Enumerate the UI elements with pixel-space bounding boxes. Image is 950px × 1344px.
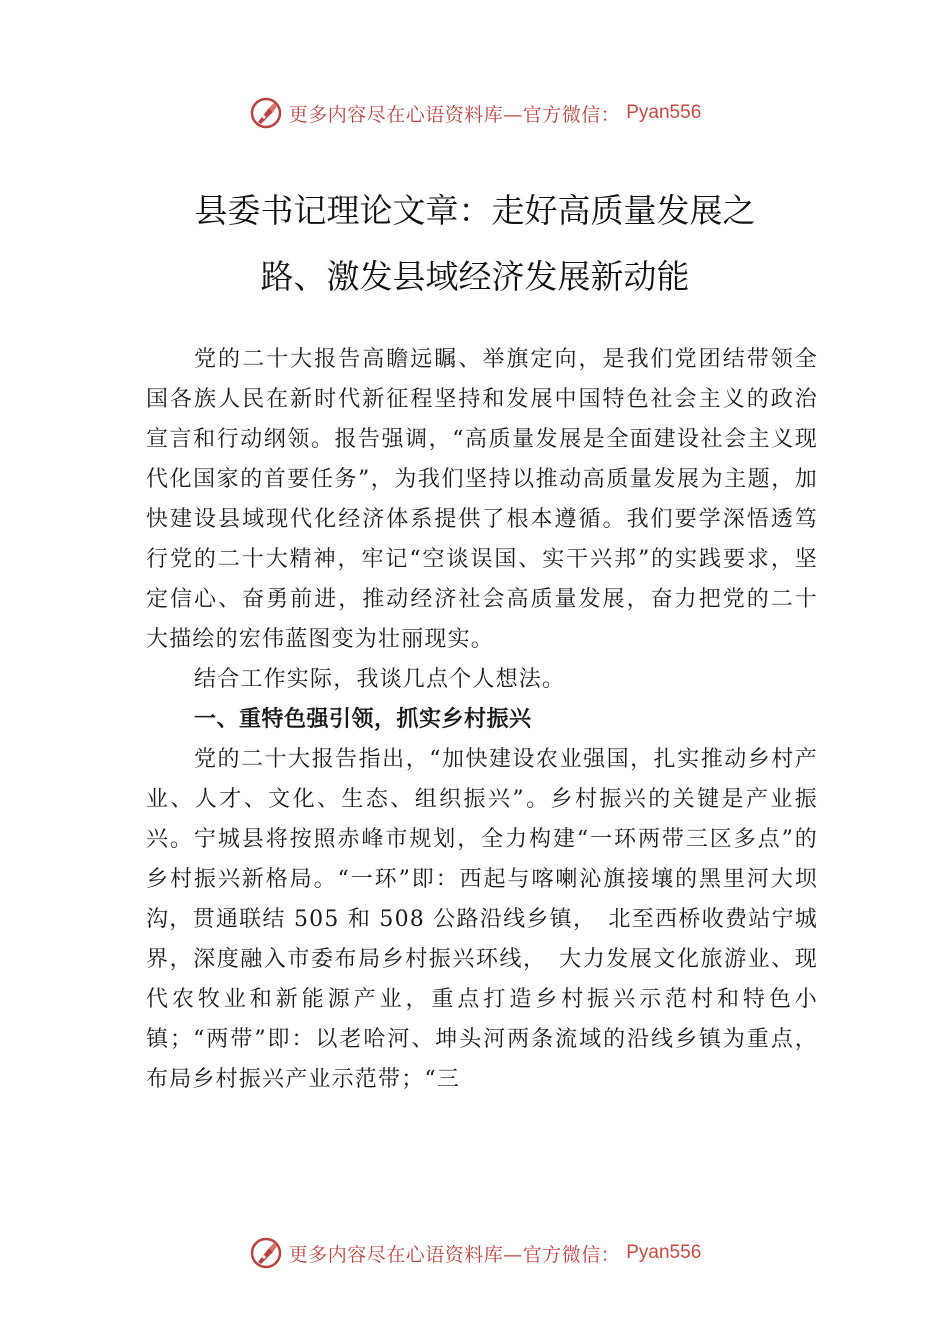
document-title: [0, 178, 950, 310]
pen-nib-logo-icon: [249, 96, 283, 130]
watermark-text: 更多内容尽在心语资料库—官方微信：: [288, 1243, 621, 1266]
section-heading: 一、重特色强引领，抓实乡村振兴: [194, 707, 532, 732]
watermark-footer: [0, 1236, 950, 1270]
pen-nib-logo-icon: [249, 1236, 283, 1270]
title-line-1: 县委书记理论文章：走好高质量发展之: [194, 191, 756, 230]
paragraph: 结合工作实际，我谈几点个人想法。: [194, 667, 566, 692]
title-line-2: 路、激发县域经济发展新动能: [260, 257, 690, 296]
watermark-header: [0, 96, 950, 130]
paragraph: 党的二十大报告高瞻远瞩、举旗定向，是我们党团结带领全国各族人民在新时代新征程坚持和发展中国特色社会主义的政治宣言和行动纲领。报告强调，“高质量发展是全面建设社会主义现代化国家的首要任务”，为我们坚持以推动高质量发展为主题，加快建设县域现代化经济体系提供了根本遵循。我们要学深悟透笃行党的二十大精神，牢记“空谈误国、实干兴邦”的实践要求，坚定信心、奋勇前进，推动经济社会高质量发展，奋力把党的二十大描绘的宏伟蓝图变为壮丽现实。: [146, 347, 818, 652]
watermark-wechat-id: Pyan556: [626, 102, 702, 123]
paragraph: 党的二十大报告指出，“加快建设农业强国，扎实推动乡村产业、人才、文化、生态、组织振兴”。乡村振兴的关键是产业振兴。宁城县将按照赤峰市规划，全力构建“一环两带三区多点”的乡村振兴新格局。“一环”即：西起与喀喇沁旗接壤的黑里河大坝沟，贯通联结 505 和 508 公路沿线乡镇， 北至西桥收费站宁城界，深度融入市委布局乡村振兴环线， 大力发展文化旅游业、现代农牧业和新能源产业，重点打造乡村振兴示范村和特色小镇；“两带”即：以老哈河、坤头河两条流域的沿线乡镇为重点，布局乡村振兴产业示范带；“三: [146, 747, 818, 1092]
document-body: [146, 340, 818, 1100]
watermark-text: 更多内容尽在心语资料库—官方微信：: [288, 103, 621, 126]
watermark-wechat-id: Pyan556: [626, 1242, 702, 1263]
